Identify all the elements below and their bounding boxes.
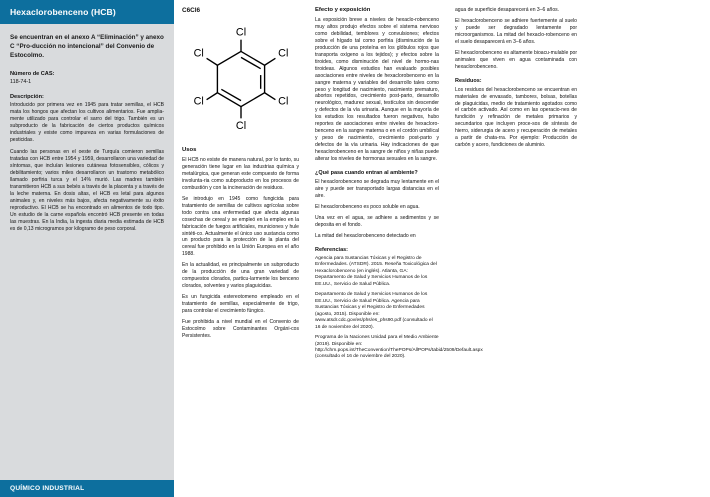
left-sidebar [0,0,174,497]
uses-paragraph: Fue prohibida a nivel mundial en el Convenio de Estocolmo sobre Contaminantes Orgáni-cos Persistentes. [182,319,299,339]
environment-paragraph: El hexaclorobenceno es poco soluble en agua. [315,203,420,210]
environment-paragraph: Una vez en el agua, se adhiere a sedimentos y se deposita en el fondo. [315,214,439,228]
description-label: Descripción: [10,94,44,101]
column-waste [447,0,585,497]
environment-continuation: agua de superficie desaparecerá en 3–6 años. [455,7,560,13]
reference-link[interactable]: www.atsdr.cdc.gov/es/phs/es_phs90.pdf [315,318,402,324]
reference-text: Programa de la Naciones Unidad para el Medio Ambiente (2019). Disponible en: [315,335,439,347]
page-title: Hexaclorobenceno (HCB) [0,0,174,24]
environment-paragraph: La mitad del hexaclorobenceno detectado en [315,232,416,239]
svg-text:Cl: Cl [278,95,289,108]
reference-item [315,292,439,331]
environment-continuation: El hexaclorobenceno se adhiere fuertemente al suelo y puede ser degradado lentamente por microorganismos. La mitad del hexaclo-robenceno en el suelo desaparecerá en 3–6 años. [455,17,577,45]
svg-text:Cl: Cl [278,47,289,60]
environment-paragraph: El hexaclorobenceno se degrada muy lentamente en el aire y puede ser transportado largas distancias en el aire. [315,179,439,199]
chemical-formula: C6Cl6 [182,7,201,14]
references-list [315,255,483,361]
svg-text:Cl: Cl [235,26,247,39]
references-heading: Referencias: [315,246,349,253]
waste-heading: Residuos: [455,77,482,84]
waste-paragraph: Los residuos del hexaclorobenceno se encuentran en materiales de envasado, tambores, bolsas, botellas de plaguicidas, medio de tratamiento agotados como el carbón activado. Así como en las operacio-nes de fundición y refinación de metales primarios y secundarios que incluyen proce-sos de síntesis de hierro, siderurgia de acero y recuperación de metales a partir de chata-rra. Por ejemplo: Producción de carbón y acero, fundiciones de aluminio. [455,86,577,149]
svg-text:Cl: Cl [235,120,247,133]
cas-label: Número de CAS: [10,71,55,78]
reference-access-note: (consultado el 16 de noviembre del 2020). [315,354,406,360]
hexachlorobenzene-structure-icon [182,20,300,138]
uses-heading: Usos [182,147,197,153]
svg-text:Cl: Cl [193,47,204,60]
category-footer: QUÍMICO INDUSTRIAL [0,480,174,497]
uses-paragraph: En la actualidad, es principalmente un subproducto de la producción de una gran variedad de compuestos clorados, particu-larmente los benceno clorados, solventes y varios plaguicidas. [182,262,299,290]
effects-paragraph: La exposición breve a niveles de hexaclo-robenceno muy altos produjo efectos sobre el sistema nervioso como debilidad, temblores y convulsiones; efectos sobre el hígado tal como porfiria (disminución de la producción de una proteína en los glóbulos rojos que transporta oxígeno a los tejidos); y efectos sobre la tiroides, como disminución del nivel de hormo-nas tiroideas. Algunos estudios han evaluado posibles asociaciones entre niveles de hexaclorobenceno en la sangre materna y variables del desarrollo tales como peso y longitud de nacimiento, nacimiento prematuro, abortos repetidos, crecimiento post-parto, desarrollo neurológico, madurez sexual, testículos sin descender y defectos de la vía urinaria. Aunque en la mayoría de los estudios los resultados fueron negativos, hubo reportes de asociaciones entre niveles de hexacloro-benceno en la sangre materna o en el cordón umbilical y peso de nacimiento, crecimiento post-parto y defectos de la vía urinaria. Hay indicaciones de que hexaclorobenceno en la sangre de niños y niñas puede alterar los niveles de hormonas sexuales en la sangre. [315,17,439,163]
uses-paragraph: Es un fungicida estereotomeno empleado en el tratamiento de semillas, especialmente de trigo, para controlar el crecimiento fúngico. [182,294,299,315]
column-formula-uses [174,0,307,497]
cas-value: 118-74-1 [10,79,32,86]
reference-access-note: (consultado el 16 de noviembre del 2020). [315,318,433,330]
effects-heading: Efecto y exposición [315,7,371,13]
annex-text: Se encuentran en el anexo A “Eliminación” y anexo C “Pro-ducción no intencional” del Convenio de Estocolmo. [10,34,164,60]
environment-continuation: El hexaclorobenceno es altamente bioacu-mulable por animales que viven en agua contaminada con hexaclorobenceno. [455,49,577,70]
left-body [0,24,174,233]
description-paragraph: Introducido por primera vez en 1945 para tratar semillas, el HCB mata los hongos que afectan los cultivos alimentarios. Fue amplia-mente utilizado para controlar el sarro del trigo. También es un subproducto de la fabricación de ciertos productos químicos industriales y existe como impureza en varias formulaciones de pesticidas. [10,102,164,144]
environment-heading: ¿Qué pasa cuando entran al ambiente? [315,170,418,177]
uses-paragraph: Se introdujo en 1945 como fungicida para tratamiento de semillas de cultivos agrícolas sobre todo contra una enfermedad que afecta algunas cosechas de cereal y se empleó en la empleo en la fabricación de fuegos artificiales, municiones y hule sintéti-co. Actualmente el único uso sustancia como un producto para la protección de la planta del cereal fue prohibido en la Unión Europea en el año 1988. [182,195,299,258]
reference-item: Agencia para Sustancias Tóxicas y el Registro de Enfermedades. (ATSDR). 2015. Reseña Toxicológica del Hexaclorobenceno (en inglés). Atlanta, GA: Departamento de Salud y Servicios Humanos de los EE.UU., Servicio de Salud Pública. [315,255,437,287]
reference-text: Departamento de Salud y Servicios Humanos de los EE.UU., Servicio de Salud Pública. Agencia para Sustancias Tóxicas y el Registro de Enfermedades (agosto, 2015). Disponible en: [315,292,428,317]
description-paragraph: Cuando las personas en el oeste de Turquía comieron semillas tratadas con HCB entre 1954 y 1959, desarrollaron una variedad de síntomas, que incluían lesiones cutáneas fotosensibles, cólicos y debilitamiento; varios miles desarrollaron un trastorno metabólico llamado porfiria turca y el 14% murió. Las madres también transmitieron HCB a sus bebés a través de la placenta y a través de la leche materna. En dosis altas, el HCB es letal para algunos animales y, en niveles más bajos, afecta negativamente su éxito reproductivo. El HCB se ha encontrado en alimentos de todo tipo. Un estudio de la carne española encontró HCB presente en todas las muestras. En la India, la ingesta diaria media estimada de HCB es de 0,13 microgramos por kilogramo de peso corporal. [10,149,164,232]
reference-item [315,335,483,361]
uses-paragraph: El HCB no existe de manera natural, por lo tanto, su generación tiene lugar en las industrias química y metalúrgica, que generan este compuesto de forma involunta-ria como subproducto en los procesos de combustión y con la incineración de residuos. [182,157,299,191]
svg-text:Cl: Cl [193,95,204,108]
reference-link[interactable]: http://chm.pops.int/TheConvention/ThePOPs/AllPOPs/tabid/2509/Default.aspx [315,347,483,353]
